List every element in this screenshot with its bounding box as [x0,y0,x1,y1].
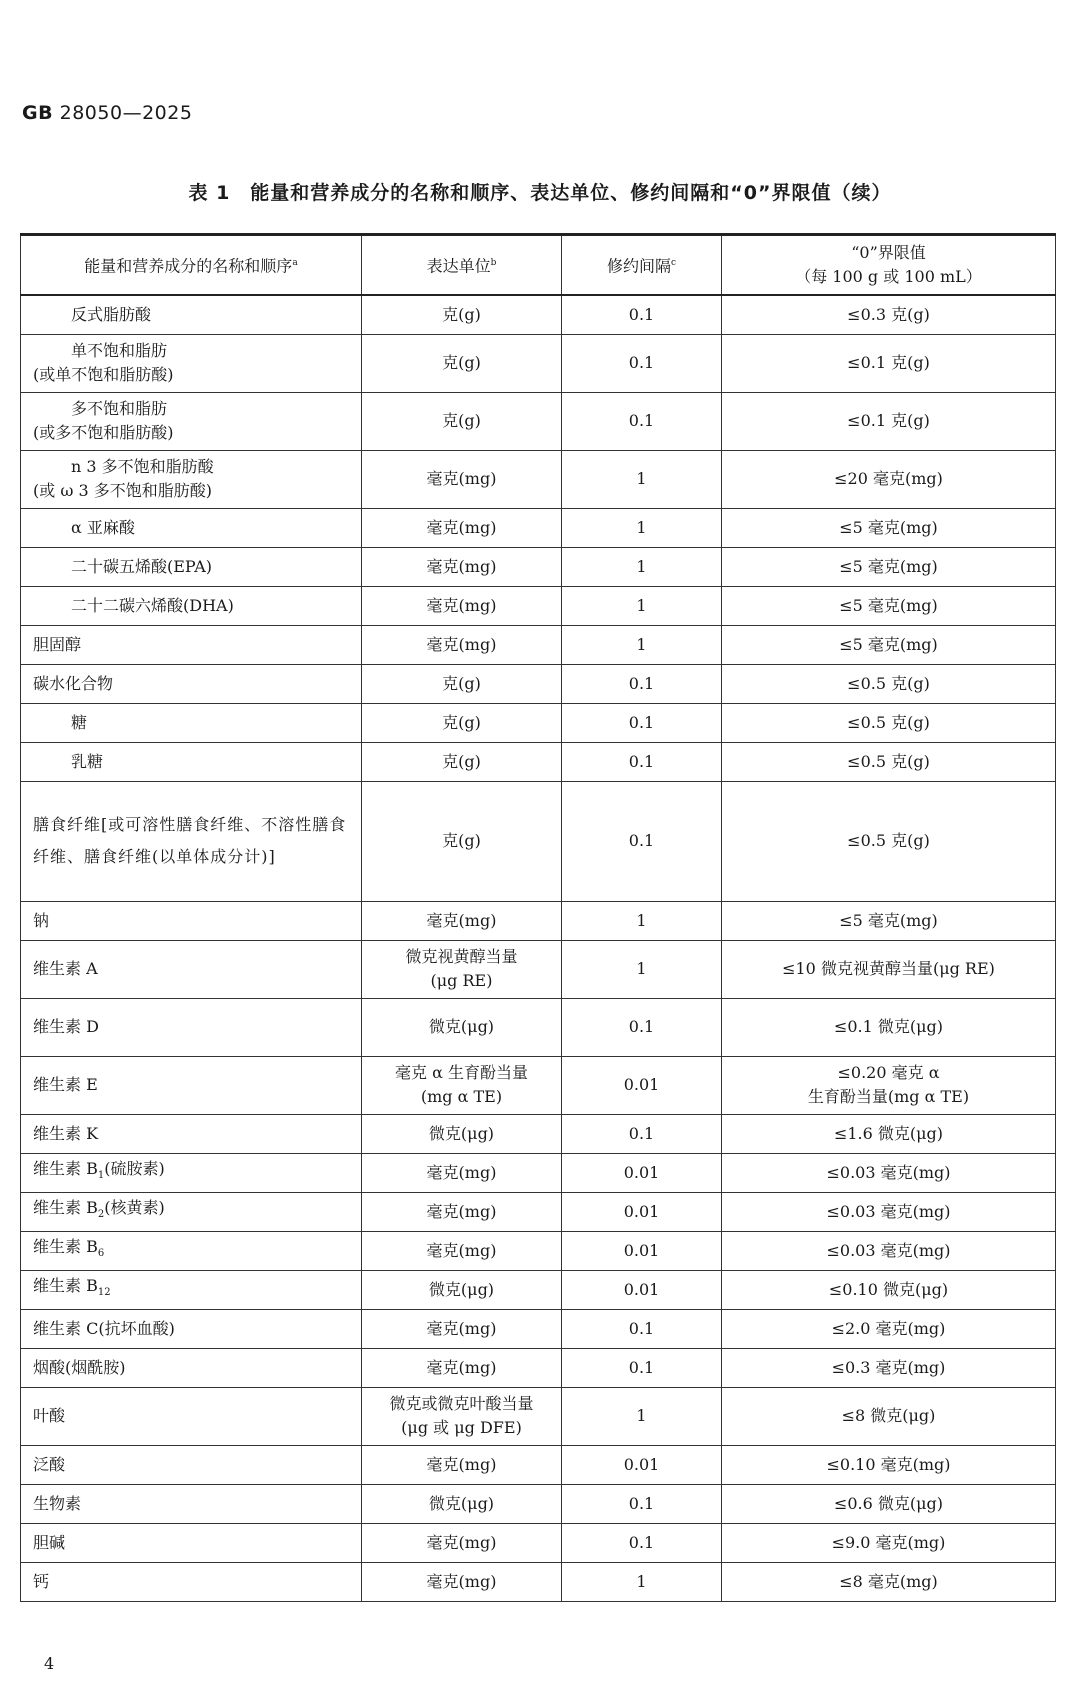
cell-interval: 1 [562,547,722,586]
cell-name: 生物素 [21,1484,362,1523]
cell-interval: 0.1 [562,742,722,781]
cell-zero: ≤8 微克(μg) [722,1387,1056,1445]
cell-zero: ≤0.1 克(g) [722,392,1056,450]
cell-zero: ≤0.1 克(g) [722,334,1056,392]
cell-interval: 1 [562,1387,722,1445]
table-header-row [21,235,1056,296]
cell-zero: ≤0.5 克(g) [722,703,1056,742]
standard-prefix: GB [22,102,54,124]
cell-unit: 毫克(mg) [362,1562,562,1601]
table-row [21,1114,1056,1153]
cell-interval: 0.01 [562,1270,722,1309]
cell-unit: 微克(μg) [362,1114,562,1153]
header-name: 能量和营养成分的名称和顺序$^a$ [21,235,362,296]
cell-name: 维生素 A [21,940,362,998]
cell-interval: 1 [562,450,722,508]
cell-unit: 克(g) [362,742,562,781]
cell-name: 钙 [21,1562,362,1601]
header-unit: 表达单位$^b$ [362,235,562,296]
standard-code [22,102,192,124]
cell-unit: 克(g) [362,392,562,450]
cell-name: 钠 [21,901,362,940]
cell-name: 烟酸(烟酰胺) [21,1348,362,1387]
cell-interval: 0.1 [562,1523,722,1562]
table-row [21,450,1056,508]
table-row [21,703,1056,742]
table-row [21,940,1056,998]
cell-name: α 亚麻酸 [21,508,362,547]
cell-zero: ≤0.03 毫克(mg) [722,1153,1056,1192]
table-row [21,295,1056,334]
cell-interval: 0.01 [562,1231,722,1270]
cell-name: 维生素 $B_2$(核黄素) [21,1192,362,1231]
nutrient-table [20,233,1056,1602]
cell-name: 维生素 $B_6$ [21,1231,362,1270]
cell-zero: ≤0.03 毫克(mg) [722,1192,1056,1231]
cell-name: 膳食纤维[或可溶性膳食纤维、不溶性膳食纤维、膳食纤维(以单体成分计)] [21,781,362,901]
table-row [21,392,1056,450]
cell-interval: 0.1 [562,392,722,450]
cell-name: 维生素 $B_{12}$ [21,1270,362,1309]
cell-name: 维生素 C(抗坏血酸) [21,1309,362,1348]
table-row [21,1192,1056,1231]
cell-unit: 微克(μg) [362,1270,562,1309]
cell-unit: 毫克(mg) [362,1445,562,1484]
cell-name: 乳糖 [21,742,362,781]
cell-name: 二十碳五烯酸(EPA) [21,547,362,586]
standard-number: 28050—2025 [59,102,193,124]
cell-zero: ≤0.3 毫克(mg) [722,1348,1056,1387]
cell-unit: 克(g) [362,703,562,742]
cell-zero: ≤5 毫克(mg) [722,586,1056,625]
table-row [21,508,1056,547]
cell-zero: ≤0.6 微克(μg) [722,1484,1056,1523]
cell-unit: 微克视黄醇当量 (μg RE) [362,940,562,998]
cell-unit: 微克或微克叶酸当量 (μg 或 μg DFE) [362,1387,562,1445]
cell-unit: 毫克(mg) [362,508,562,547]
cell-interval: 1 [562,901,722,940]
cell-interval: 0.01 [562,1153,722,1192]
cell-zero: ≤0.10 毫克(mg) [722,1445,1056,1484]
table-row [21,1387,1056,1445]
header-interval: 修约间隔$^c$ [562,235,722,296]
cell-interval: 0.1 [562,998,722,1056]
cell-interval: 0.01 [562,1445,722,1484]
cell-name: 叶酸 [21,1387,362,1445]
cell-unit: 毫克(mg) [362,1231,562,1270]
table-title: 表 1 能量和营养成分的名称和顺序、表达单位、修约间隔和“0”界限值（续） [188,182,892,204]
table-row [21,664,1056,703]
cell-interval: 1 [562,940,722,998]
cell-interval: 0.1 [562,1484,722,1523]
cell-interval: 0.01 [562,1192,722,1231]
cell-interval: 1 [562,586,722,625]
table-row [21,1445,1056,1484]
cell-name: 维生素 D [21,998,362,1056]
page-number: 4 [44,1654,55,1673]
cell-interval: 0.1 [562,781,722,901]
cell-name: 多不饱和脂肪 (或多不饱和脂肪酸) [21,392,362,450]
cell-zero: ≤0.10 微克(μg) [722,1270,1056,1309]
cell-unit: 毫克(mg) [362,901,562,940]
table-row [21,1153,1056,1192]
table-row [21,1231,1056,1270]
table-row [21,625,1056,664]
cell-unit: 毫克(mg) [362,1153,562,1192]
cell-name: 维生素 $B_1$(硫胺素) [21,1153,362,1192]
cell-name: 维生素 E [21,1056,362,1114]
table-row [21,334,1056,392]
cell-zero: ≤0.5 克(g) [722,781,1056,901]
table-row [21,586,1056,625]
cell-unit: 毫克(mg) [362,450,562,508]
cell-interval: 0.01 [562,1056,722,1114]
table-row [21,1484,1056,1523]
cell-unit: 微克(μg) [362,1484,562,1523]
table-row [21,742,1056,781]
cell-name: 泛酸 [21,1445,362,1484]
cell-zero: ≤5 毫克(mg) [722,901,1056,940]
header-zero-limit: “0”界限值 （每 100 g 或 100 mL） [722,235,1056,296]
cell-name: 二十二碳六烯酸(DHA) [21,586,362,625]
cell-zero: ≤0.03 毫克(mg) [722,1231,1056,1270]
cell-zero: ≤0.5 克(g) [722,664,1056,703]
table-row [21,547,1056,586]
cell-unit: 克(g) [362,334,562,392]
cell-unit: 克(g) [362,781,562,901]
table-row [21,1056,1056,1114]
cell-zero: ≤0.3 克(g) [722,295,1056,334]
cell-zero: ≤20 毫克(mg) [722,450,1056,508]
cell-unit: 克(g) [362,295,562,334]
cell-name: 维生素 K [21,1114,362,1153]
cell-interval: 1 [562,508,722,547]
cell-name: 胆碱 [21,1523,362,1562]
cell-name: 单不饱和脂肪 (或单不饱和脂肪酸) [21,334,362,392]
cell-unit: 毫克(mg) [362,625,562,664]
cell-unit: 毫克(mg) [362,547,562,586]
cell-interval: 0.1 [562,295,722,334]
cell-zero: ≤5 毫克(mg) [722,625,1056,664]
cell-unit: 毫克(mg) [362,1348,562,1387]
cell-unit: 毫克(mg) [362,1309,562,1348]
cell-unit: 微克(μg) [362,998,562,1056]
cell-unit: 毫克(mg) [362,586,562,625]
cell-interval: 1 [562,625,722,664]
table-row [21,1309,1056,1348]
cell-name: 胆固醇 [21,625,362,664]
cell-name: n 3 多不饱和脂肪酸 (或 ω 3 多不饱和脂肪酸) [21,450,362,508]
cell-zero: ≤5 毫克(mg) [722,547,1056,586]
table-row [21,1562,1056,1601]
cell-zero: ≤9.0 毫克(mg) [722,1523,1056,1562]
cell-interval: 0.1 [562,334,722,392]
cell-zero: ≤0.1 微克(μg) [722,998,1056,1056]
cell-zero: ≤0.20 毫克 α 生育酚当量(mg α TE) [722,1056,1056,1114]
cell-unit: 毫克 α 生育酚当量 (mg α TE) [362,1056,562,1114]
cell-name: 糖 [21,703,362,742]
cell-unit: 克(g) [362,664,562,703]
cell-unit: 毫克(mg) [362,1523,562,1562]
cell-zero: ≤2.0 毫克(mg) [722,1309,1056,1348]
table-row [21,998,1056,1056]
cell-interval: 0.1 [562,1114,722,1153]
cell-zero: ≤1.6 微克(μg) [722,1114,1056,1153]
cell-zero: ≤8 毫克(mg) [722,1562,1056,1601]
table-row [21,1348,1056,1387]
cell-interval: 1 [562,1562,722,1601]
cell-interval: 0.1 [562,1348,722,1387]
cell-name: 碳水化合物 [21,664,362,703]
cell-name: 反式脂肪酸 [21,295,362,334]
cell-zero: ≤10 微克视黄醇当量(μg RE) [722,940,1056,998]
cell-interval: 0.1 [562,703,722,742]
cell-interval: 0.1 [562,664,722,703]
cell-zero: ≤5 毫克(mg) [722,508,1056,547]
cell-unit: 毫克(mg) [362,1192,562,1231]
table-row [21,781,1056,901]
table-row [21,1523,1056,1562]
cell-interval: 0.1 [562,1309,722,1348]
table-row [21,1270,1056,1309]
table-row [21,901,1056,940]
cell-zero: ≤0.5 克(g) [722,742,1056,781]
